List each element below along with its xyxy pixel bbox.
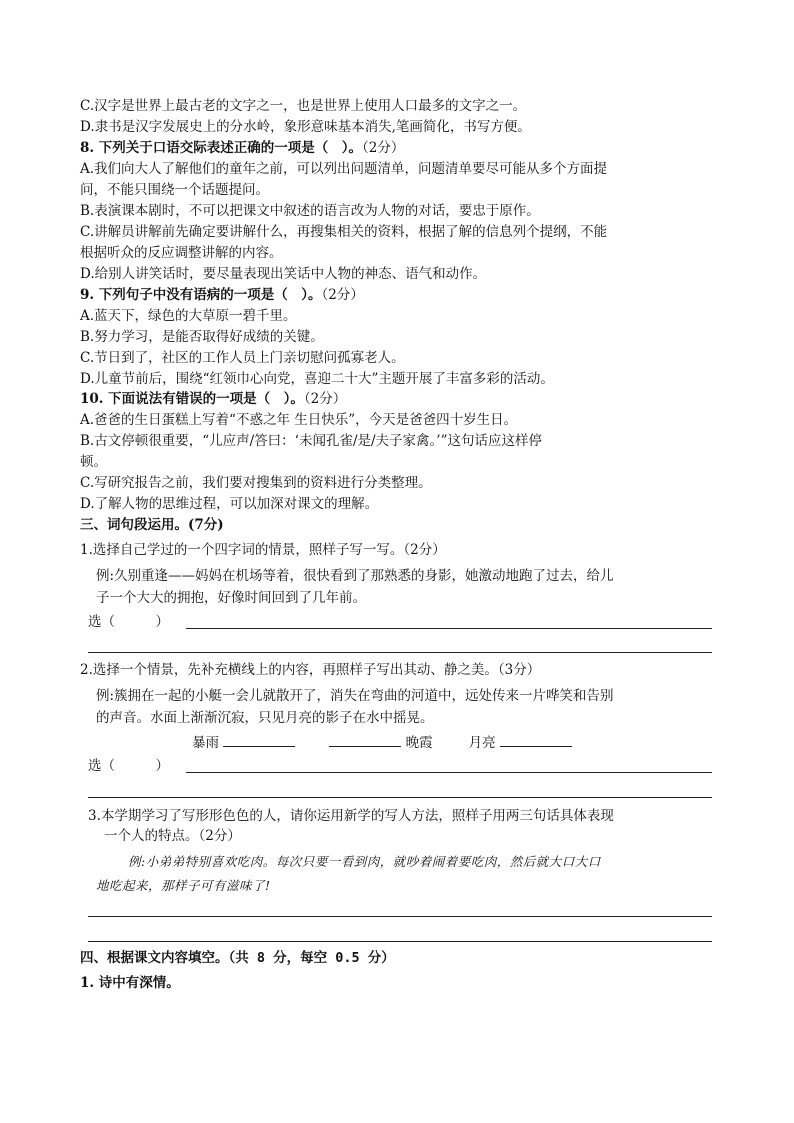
q7-option-d: D.隶书是汉字发展史上的分水岭，象形意味基本消失,笔画简化，书写方便。 (80, 119, 531, 135)
scene-blank-3[interactable] (500, 732, 572, 747)
q9-option-a: A.蓝天下，绿色的大草原一碧千里。 (80, 308, 297, 324)
s3-q1-answer-line-2[interactable] (88, 652, 712, 653)
q8-option-c-line1: C.讲解员讲解前先确定要讲解什么，再搜集相关的资料，根据了解的信息列个提纲，不能 (80, 224, 608, 240)
q8-option-a-line2: 问，不能只围绕一个话题提问。 (80, 182, 269, 198)
q7-option-c: C.汉字是世界上最古老的文字之一，也是世界上使用人口最多的文字之一。 (80, 98, 527, 114)
q9-option-c: C.节日到了，社区的工作人员上门亲切慰问孤寡老人。 (80, 350, 405, 366)
s3-q2-answer-line-2[interactable] (88, 797, 712, 798)
s3-q1-select-label: 选（ ） (88, 614, 169, 630)
s3-q3-example-line2: 地吃起来，那样子可有滋味了! (96, 878, 271, 893)
q8-stem-text: 8. 下列关于口语交际表述正确的一项是（ ）。 (80, 140, 363, 156)
q10-score: （2分） (303, 391, 347, 407)
q8-score: （2分） (362, 140, 405, 156)
q8-option-c-line2: 根据听众的反应调整讲解的内容。 (80, 245, 283, 261)
q9-score: （2分） (321, 287, 364, 303)
s3-q3-example-line1: 例:小弟弟特别喜欢吃肉。每次只要一看到肉，就吵着闹着要吃肉，然后就大口大口 (128, 854, 601, 869)
q9-stem-text: 9. 下列句子中没有语病的一项是（ ）。 (80, 287, 322, 303)
scene-option-moon: 月亮 (468, 735, 496, 751)
s3-q2-example-line2: 的声音。水面上渐渐沉寂，只见月亮的影子在水中摇晃。 (96, 710, 434, 726)
s4-q1-heading: 1. 诗中有深情。 (80, 975, 180, 991)
q9-option-b: B.努力学习，是能否取得好成绩的关键。 (80, 329, 324, 345)
s3-q1-answer-line-1[interactable] (186, 628, 712, 629)
s3-q1-stem: 1.选择自己学过的一个四字词的情景，照样子写一写。（2分） (80, 542, 446, 558)
s3-q3-answer-line-2[interactable] (88, 941, 712, 942)
s3-q2-select-label: 选（ ） (88, 758, 169, 774)
scene-option-sunset-glow: 晚霞 (405, 735, 433, 751)
scene-blank-2[interactable] (329, 732, 401, 747)
q10-option-b-line1: B.古文停顿很重要，“儿应声/答曰：‘未闻孔雀/是/夫子家禽。’”这句话应这样停 (80, 433, 542, 449)
s3-q1-example-line1: 例:久别重逢——妈妈在机场等着，很快看到了那熟悉的身影，她激动地跑了过去，给儿 (96, 568, 614, 584)
q8-option-b: B.表演课本剧时，不可以把课文中叙述的语言改为人物的对话，要忠于原作。 (80, 203, 540, 219)
q9-stem (80, 285, 364, 305)
q10-option-b-line2: 顿。 (80, 454, 107, 470)
s3-q3-stem-line1: 3.本学期学习了写形形色色的人，请你运用新学的写人方法，照样子用两三句话具体表现 (88, 808, 614, 824)
s3-q3-answer-line-1[interactable] (88, 916, 712, 917)
q10-option-a: A.爸爸的生日蛋糕上写着“不惑之年 生日快乐”，今天是爸爸四十岁生日。 (80, 412, 518, 428)
q10-stem-text: 10. 下面说法有错误的一项是（ ）。 (80, 391, 304, 407)
q8-option-a-line1: A.我们向大人了解他们的童年之前，可以列出问题清单，问题清单要尽可能从多个方面提 (80, 161, 608, 177)
section4-title: 四、根据课文内容填空。（共 8 分，每空 0.5 分） (80, 950, 395, 966)
q10-option-d: D.了解人物的思维过程，可以加深对课文的理解。 (80, 496, 379, 512)
q8-stem (80, 138, 404, 158)
s3-q2-stem: 2.选择一个情景，先补充横线上的内容，再照样子写出其动、静之美。（3分） (80, 662, 541, 678)
scene-blank-1[interactable] (223, 732, 295, 747)
s3-q2-scene-options (192, 732, 572, 753)
q9-option-d: D.儿童节前后，围绕“红领巾心向党，喜迎二十大”主题开展了丰富多彩的活动。 (80, 371, 554, 387)
s3-q2-example-line1: 例:簇拥在一起的小艇一会儿就散开了，消失在弯曲的河道中，远处传来一片哗笑和告别 (96, 688, 614, 704)
s3-q1-example-line2: 子一个大大的拥抱，好像时间回到了几年前。 (96, 590, 366, 606)
section3-title: 三、词句段运用。(7分) (80, 517, 224, 533)
scene-option-rainstorm: 暴雨 (192, 735, 219, 751)
q10-option-c: C.写研究报告之前，我们要对搜集到的资料进行分类整理。 (80, 475, 432, 491)
s3-q3-stem-line2: 一个人的特点。（2分） (104, 828, 241, 844)
s3-q2-answer-line-1[interactable] (186, 772, 712, 773)
q8-option-d: D.给别人讲笑话时，要尽量表现出笑话中人物的神态、语气和动作。 (80, 266, 487, 282)
q10-stem (80, 389, 346, 409)
